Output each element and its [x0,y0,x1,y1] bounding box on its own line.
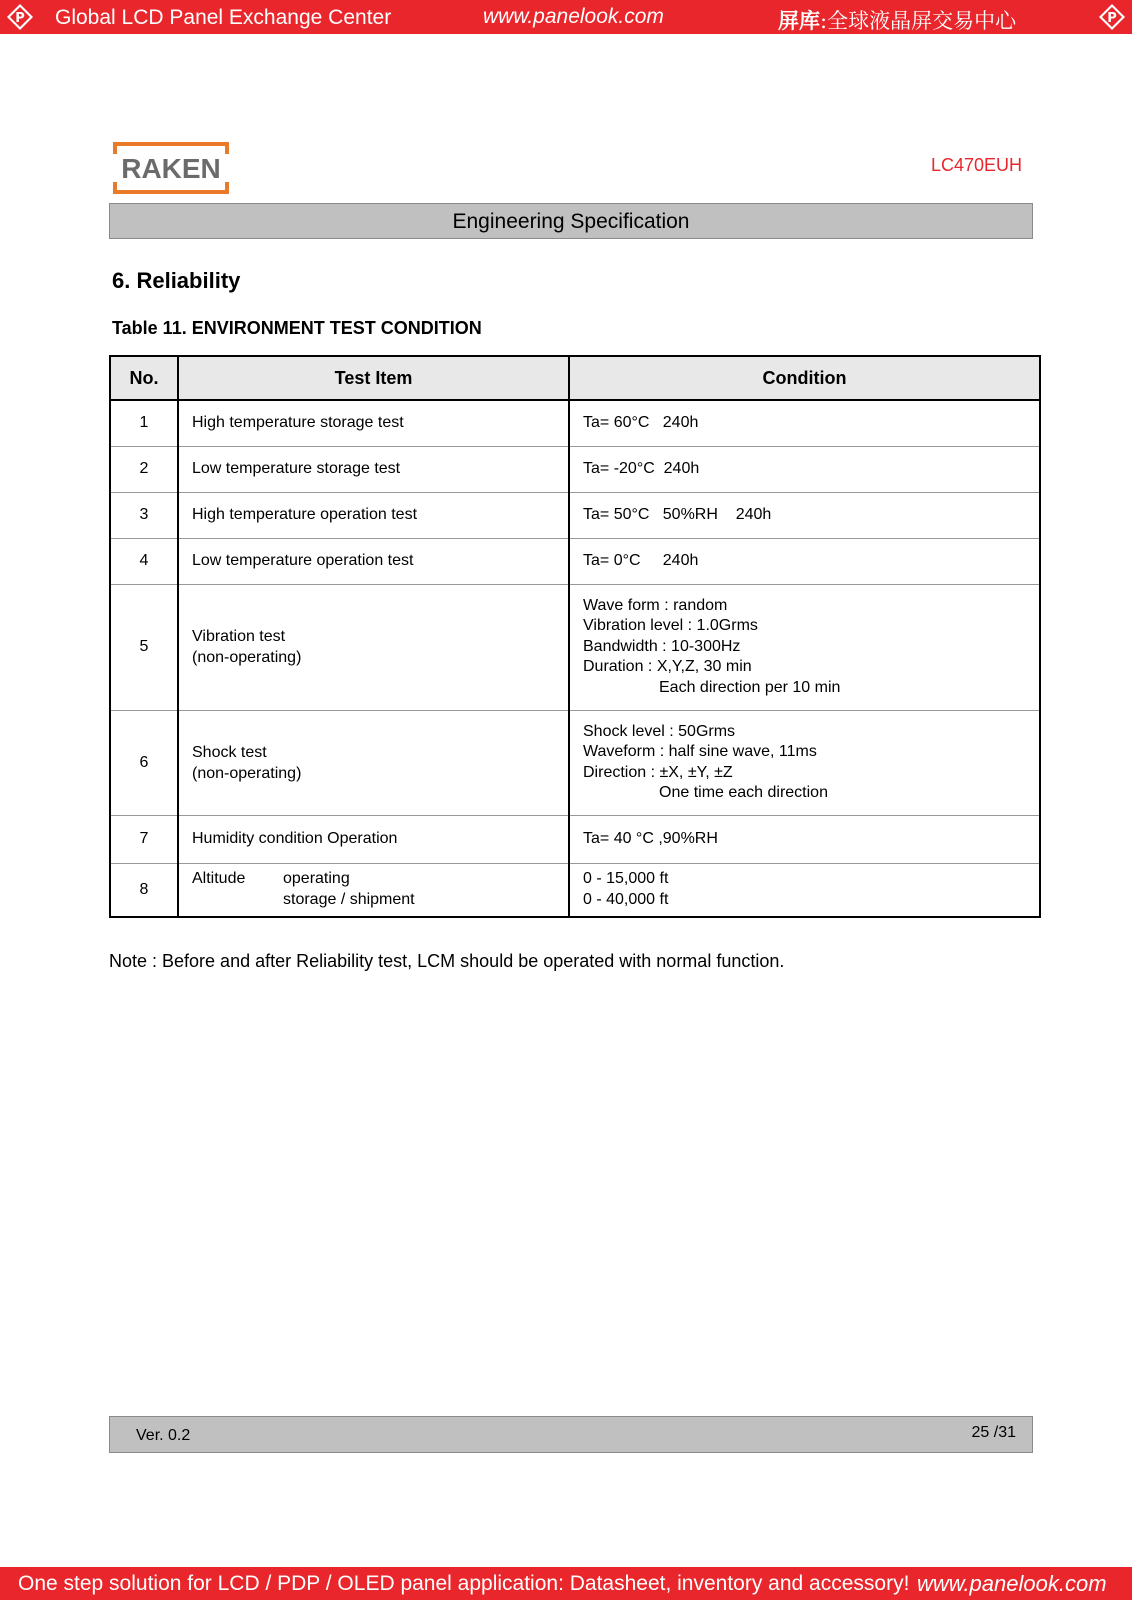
model-number: LC470EUH [931,155,1023,175]
version-label: Ver. 0.2 [136,1427,191,1444]
row-item-line: Shock test [192,743,267,761]
row-no: 7 [110,815,178,863]
raken-logo-text: RAKEN [121,153,221,184]
table-row [110,584,1040,710]
row-no: 5 [110,584,178,710]
row-item: Low temperature operation test [178,538,569,584]
condition-line: Shock level : 50Grms [583,722,736,740]
condition-line: Duration : X,Y,Z, 30 min [583,658,752,676]
table-row [110,446,1040,492]
row-item-line: Vibration test [192,628,286,645]
condition-line: Direction : ±X, ±Y, ±Z [583,763,733,781]
reliability-note: Note : Before and after Reliability test, LCM should be operated with normal function. [109,951,785,971]
environment-test-table [109,355,1041,918]
row-condition: Ta= -20°C 240h [569,446,1040,492]
banner-site-link[interactable]: www.panelook.com [483,5,664,28]
row-condition [569,584,1040,710]
raken-logo [111,142,231,194]
row-item: High temperature storage test [178,400,569,446]
row-condition: Ta= 0°C 240h [569,538,1040,584]
table-row [110,400,1040,446]
bottom-banner [0,1567,1132,1600]
table-row [110,710,1040,815]
row-item: High temperature operation test [178,492,569,538]
table-row [110,538,1040,584]
table-row [110,492,1040,538]
row-item-line: (non-operating) [192,649,302,666]
svg-text:P: P [1107,11,1117,26]
page-number: 25 /31 [971,1424,1016,1441]
table-header-row [110,356,1040,400]
bottom-banner-site-link[interactable]: www.panelook.com [917,1571,1107,1596]
row-no: 3 [110,492,178,538]
row-item: Low temperature storage test [178,446,569,492]
condition-line: Vibration level : 1.0Grms [583,617,758,635]
footer-bar [109,1416,1033,1453]
header-test-item: Test Item [178,356,569,400]
row-condition: Ta= 60°C 240h [569,400,1040,446]
svg-text:P: P [15,11,25,26]
banner-cn-brand: 屏库 [778,9,820,33]
condition-line: Wave form : random [583,596,728,614]
spec-title-bar [109,203,1033,239]
condition-line: Waveform : half sine wave, 11ms [583,743,817,760]
row-condition [569,863,1040,917]
row-condition: Ta= 40 °C ,90%RH [569,815,1040,863]
row-no: 4 [110,538,178,584]
row-no: 1 [110,400,178,446]
table-row [110,815,1040,863]
row-condition: Ta= 50°C 50%RH 240h [569,492,1040,538]
row-item [178,710,569,815]
row-item [178,584,569,710]
banner-cn-text [778,5,1016,35]
row-item-line: (non-operating) [192,764,302,782]
table-title: Table 11. ENVIRONMENT TEST CONDITION [112,318,482,338]
banner-cn-tagline: :全球液晶屏交易中心 [820,9,1017,33]
row-condition [569,710,1040,815]
header-no: No. [110,356,178,400]
panelook-logo-icon-right [1098,3,1126,31]
altitude-label: Altitude [192,870,246,888]
section-title: 6. Reliability [112,268,241,293]
spec-title: Engineering Specification [452,210,690,233]
table-row [110,863,1040,917]
header-condition: Condition [569,356,1040,400]
top-banner [0,0,1132,34]
row-item [178,863,569,917]
row-no: 2 [110,446,178,492]
bottom-banner-text: One step solution for LCD / PDP / OLED panel application: Datasheet, inventory and accessory! [18,1572,910,1595]
altitude-operating: operating [283,870,350,888]
row-item: Humidity condition Operation [178,815,569,863]
row-no: 8 [110,863,178,917]
condition-line: One time each direction [659,784,828,801]
condition-line: 0 - 15,000 ft [583,870,669,888]
condition-line: Each direction per 10 min [659,678,841,696]
row-no: 6 [110,710,178,815]
condition-line: 0 - 40,000 ft [583,890,669,908]
panelook-logo-icon [6,3,34,31]
condition-line: Bandwidth : 10-300Hz [583,637,741,655]
altitude-storage: storage / shipment [283,890,415,908]
banner-left-text: Global LCD Panel Exchange Center [55,6,392,29]
